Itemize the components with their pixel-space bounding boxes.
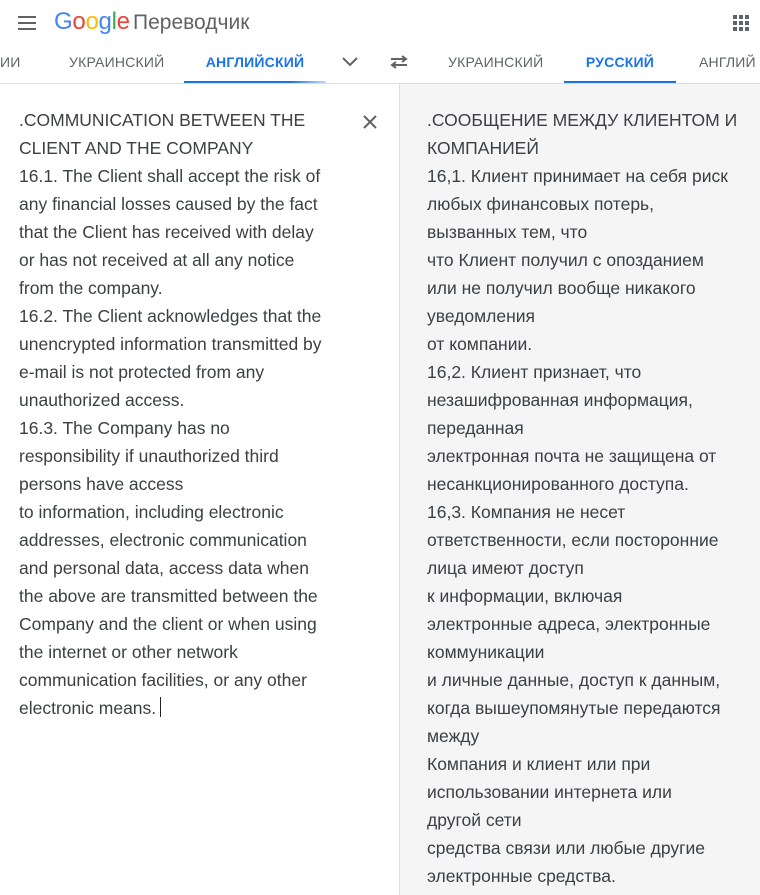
tab-target-ukrainian[interactable]: УКРАИНСКИЙ	[448, 54, 544, 70]
tab-source-english-label: АНГЛИЙСКИЙ	[205, 54, 305, 70]
target-line: электронные адреса, электронные	[427, 614, 711, 634]
target-line: переданная	[427, 418, 524, 438]
target-line: средства связи или любые другие	[427, 838, 706, 858]
product-name: Переводчик	[133, 11, 250, 34]
app-header	[0, 0, 760, 48]
language-bar	[0, 48, 760, 84]
target-line: ответственности, если посторонние	[427, 530, 719, 550]
tab-target-english-partial[interactable]: АНГЛИЙ	[699, 54, 756, 70]
target-line: или не получил вообще никакого	[427, 278, 696, 298]
target-line: .СООБЩЕНИЕ МЕЖДУ КЛИЕНТОМ И	[427, 110, 738, 130]
source-line: to information, including electronic	[19, 502, 284, 522]
source-textarea[interactable]	[19, 106, 322, 722]
source-line: or has not received at all any notice	[19, 250, 295, 270]
apps-grid-icon[interactable]	[733, 15, 749, 31]
tab-target-russian[interactable]	[564, 48, 676, 84]
menu-icon[interactable]	[18, 14, 38, 30]
source-line: persons have access	[19, 474, 184, 494]
source-line: from the company.	[19, 278, 163, 298]
chevron-down-icon[interactable]	[340, 54, 360, 70]
translation-output	[427, 106, 737, 890]
tab-target-russian-label: РУССКИЙ	[585, 54, 655, 70]
target-line: электронная почта не защищена от	[427, 446, 717, 466]
target-line: лица имеют доступ	[427, 558, 584, 578]
translation-panel	[399, 84, 760, 895]
close-icon[interactable]	[360, 112, 380, 132]
source-line: any financial losses caused by the fact	[19, 194, 318, 214]
target-line: между	[427, 726, 480, 746]
target-line: 16,2. Клиент признает, что	[427, 362, 642, 382]
source-line: the above are transmitted between the	[19, 586, 318, 606]
swap-languages-icon[interactable]	[388, 53, 410, 71]
source-line: electronic means.	[19, 694, 322, 722]
source-line: responsibility if unauthorized third	[19, 446, 279, 466]
target-line: использовании интернета или	[427, 782, 672, 802]
tab-source-partial[interactable]: ИИ	[0, 54, 21, 70]
target-line: от компании.	[427, 334, 533, 354]
tab-source-english[interactable]	[184, 48, 326, 84]
target-line: несанкционированного доступа.	[427, 474, 689, 494]
source-line: and personal data, access data when	[19, 558, 309, 578]
source-line: 16.1. The Client shall accept the risk of	[19, 166, 321, 186]
target-line: другой сети	[427, 810, 522, 830]
source-line: 16.2. The Client acknowledges that the	[19, 306, 322, 326]
source-line: Company and the client or when using	[19, 614, 317, 634]
source-line: addresses, electronic communication	[19, 530, 307, 550]
target-line: любых финансовых потерь,	[427, 194, 655, 214]
source-text-panel[interactable]	[0, 84, 399, 895]
target-line: когда вышеупомянутые передаются	[427, 698, 721, 718]
source-line: unencrypted information transmitted by	[19, 334, 322, 354]
source-line: the internet or other network	[19, 642, 238, 662]
target-line: и личные данные, доступ к данным,	[427, 670, 721, 690]
source-line: .COMMUNICATION BETWEEN THE	[19, 110, 306, 130]
target-line: электронные средства.	[427, 866, 616, 886]
target-line: незашифрованная информация,	[427, 390, 693, 410]
source-line: CLIENT AND THE COMPANY	[19, 138, 254, 158]
target-line: вызванных тем, что	[427, 222, 588, 242]
target-line: уведомления	[427, 306, 536, 326]
text-cursor	[160, 697, 161, 717]
target-line: КОМПАНИЕЙ	[427, 138, 539, 158]
source-line: that the Client has received with delay	[19, 222, 314, 242]
tab-source-ukrainian[interactable]: УКРАИНСКИЙ	[69, 54, 165, 70]
target-line: 16,3. Компания не несет	[427, 502, 626, 522]
source-line: communication facilities, or any other	[19, 670, 307, 690]
target-line: к информации, включая	[427, 586, 623, 606]
target-line: коммуникации	[427, 642, 545, 662]
target-line: Компания и клиент или при	[427, 754, 651, 774]
target-line: 16,1. Клиент принимает на себя риск	[427, 166, 728, 186]
source-line: unauthorized access.	[19, 390, 185, 410]
source-line: 16.3. The Company has no	[19, 418, 230, 438]
target-line: что Клиент получил с опозданием	[427, 250, 704, 270]
source-line: e-mail is not protected from any	[19, 362, 265, 382]
google-logo[interactable]: Google	[54, 8, 130, 35]
